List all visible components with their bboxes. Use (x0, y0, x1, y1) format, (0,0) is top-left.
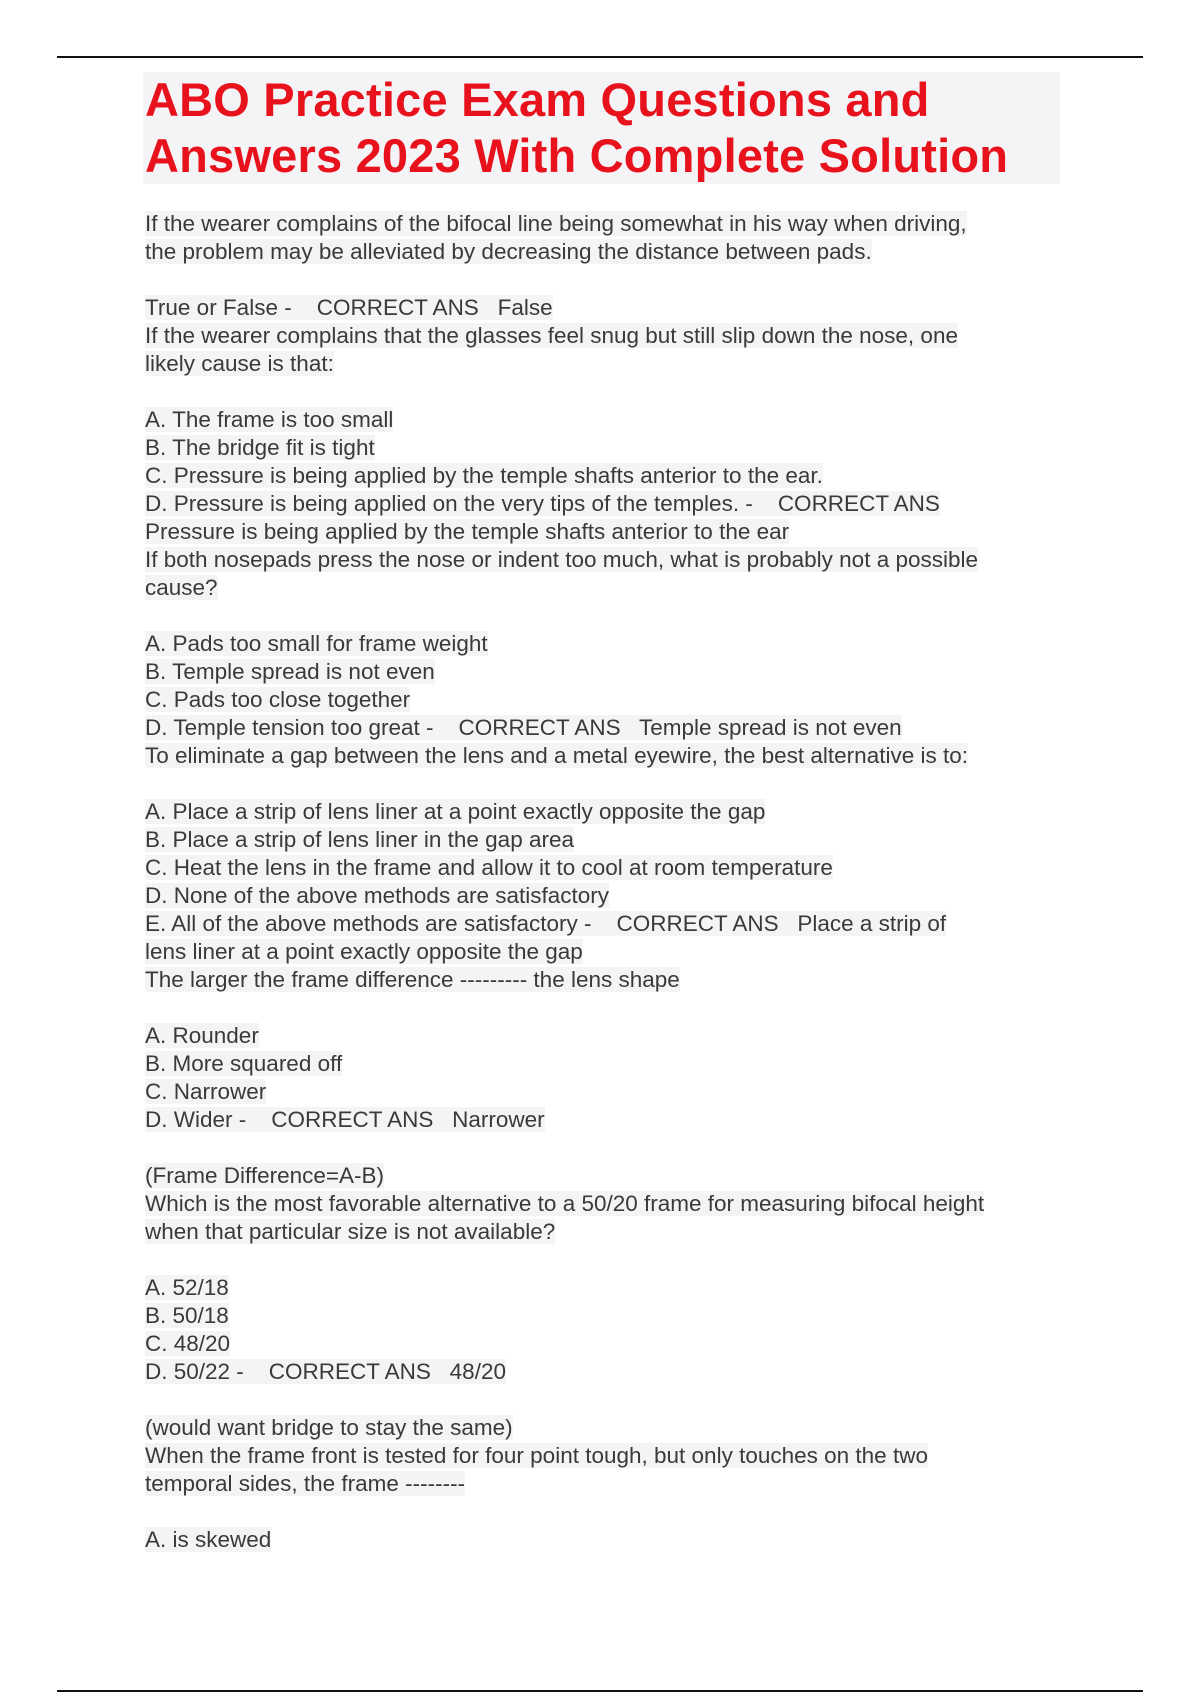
text-line-content: B. Place a strip of lens liner in the gap area (145, 827, 574, 852)
text-line-content: Pressure is being applied by the temple shafts anterior to the ear (145, 519, 790, 544)
text-line (145, 238, 1060, 266)
text-line-content: D. Pressure is being applied on the very tips of the temples. - CORRECT ANS (145, 491, 940, 516)
text-line (145, 910, 1060, 938)
text-line-content: Which is the most favorable alternative to a 50/20 frame for measuring bifocal height (145, 1191, 985, 1216)
text-line-content: If the wearer complains that the glasses feel snug but still slip down the nose, one (145, 323, 958, 348)
text-line-content: A. 52/18 (145, 1275, 229, 1300)
blank-line (145, 602, 1060, 630)
text-line-content: (would want bridge to stay the same) (145, 1415, 513, 1440)
text-line (145, 1190, 1060, 1218)
blank-line (145, 994, 1060, 1022)
document-page (145, 72, 1060, 1554)
text-line-content: D. Wider - CORRECT ANS Narrower (145, 1107, 545, 1132)
text-line (145, 322, 1060, 350)
text-line (145, 350, 1060, 378)
text-line (145, 1442, 1060, 1470)
text-line-content: the problem may be alleviated by decreasing the distance between pads. (145, 239, 872, 264)
text-line-content: C. Heat the lens in the frame and allow it to cool at room temperature (145, 855, 833, 880)
text-line-content: D. None of the above methods are satisfactory (145, 883, 609, 908)
title-line-1: ABO Practice Exam Questions and (145, 73, 930, 126)
text-line (145, 826, 1060, 854)
text-line-content: B. Temple spread is not even (145, 659, 435, 684)
document-body (145, 210, 1060, 1554)
text-line-content: If both nosepads press the nose or indent too much, what is probably not a possible (145, 547, 979, 572)
top-rule (57, 56, 1143, 58)
text-line-content: likely cause is that: (145, 351, 334, 376)
text-line-content: A. is skewed (145, 1527, 272, 1552)
text-line-content: B. The bridge fit is tight (145, 435, 375, 460)
document-title (143, 72, 1060, 184)
text-line (145, 546, 1060, 574)
text-line (145, 1218, 1060, 1246)
bottom-rule (57, 1690, 1143, 1692)
text-line (145, 1470, 1060, 1498)
text-line-content: A. Rounder (145, 1023, 259, 1048)
text-line-content: C. 48/20 (145, 1331, 231, 1356)
text-line (145, 434, 1060, 462)
text-line (145, 574, 1060, 602)
text-line-content: D. 50/22 - CORRECT ANS 48/20 (145, 1359, 506, 1384)
text-line-content: To eliminate a gap between the lens and a metal eyewire, the best alternative is to: (145, 743, 968, 768)
text-line (145, 294, 1060, 322)
blank-line (145, 770, 1060, 798)
text-line-content: D. Temple tension too great - CORRECT ANS Temple spread is not even (145, 715, 902, 740)
text-line-content: B. More squared off (145, 1051, 343, 1076)
text-line (145, 518, 1060, 546)
text-line-content: The larger the frame difference --------- the lens shape (145, 967, 680, 992)
text-line-content: True or False - CORRECT ANS False (145, 295, 553, 320)
text-line (145, 798, 1060, 826)
text-line-content: B. 50/18 (145, 1303, 229, 1328)
blank-line (145, 1498, 1060, 1526)
blank-line (145, 266, 1060, 294)
text-line (145, 630, 1060, 658)
text-line (145, 406, 1060, 434)
text-line (145, 210, 1060, 238)
text-line-content: C. Pads too close together (145, 687, 411, 712)
text-line-content: A. Place a strip of lens liner at a point exactly opposite the gap (145, 799, 766, 824)
text-line-content: If the wearer complains of the bifocal line being somewhat in his way when driving, (145, 211, 967, 236)
text-line (145, 854, 1060, 882)
text-line (145, 966, 1060, 994)
text-line (145, 742, 1060, 770)
blank-line (145, 378, 1060, 406)
text-line-content: lens liner at a point exactly opposite the gap (145, 939, 583, 964)
text-line (145, 882, 1060, 910)
text-line (145, 1274, 1060, 1302)
text-line-content: (Frame Difference=A-B) (145, 1163, 385, 1188)
text-line-content: temporal sides, the frame -------- (145, 1471, 466, 1496)
text-line (145, 1022, 1060, 1050)
text-line-content: A. Pads too small for frame weight (145, 631, 488, 656)
blank-line (145, 1386, 1060, 1414)
text-line (145, 1078, 1060, 1106)
text-line-content: A. The frame is too small (145, 407, 394, 432)
text-line (145, 1106, 1060, 1134)
text-line-content: When the frame front is tested for four point tough, but only touches on the two (145, 1443, 928, 1468)
text-line (145, 1414, 1060, 1442)
text-line (145, 658, 1060, 686)
text-line (145, 1302, 1060, 1330)
text-line (145, 462, 1060, 490)
blank-line (145, 1134, 1060, 1162)
text-line (145, 714, 1060, 742)
text-line-content: when that particular size is not available? (145, 1219, 556, 1244)
title-line-2: Answers 2023 With Complete Solution (145, 129, 1009, 182)
text-line-content: cause? (145, 575, 218, 600)
text-line-content: E. All of the above methods are satisfactory - CORRECT ANS Place a strip of (145, 911, 947, 936)
text-line (145, 938, 1060, 966)
text-line (145, 1162, 1060, 1190)
blank-line (145, 1246, 1060, 1274)
text-line (145, 1526, 1060, 1554)
text-line (145, 1358, 1060, 1386)
text-line (145, 490, 1060, 518)
text-line-content: C. Pressure is being applied by the temple shafts anterior to the ear. (145, 463, 823, 488)
text-line (145, 1050, 1060, 1078)
text-line (145, 686, 1060, 714)
text-line-content: C. Narrower (145, 1079, 267, 1104)
text-line (145, 1330, 1060, 1358)
